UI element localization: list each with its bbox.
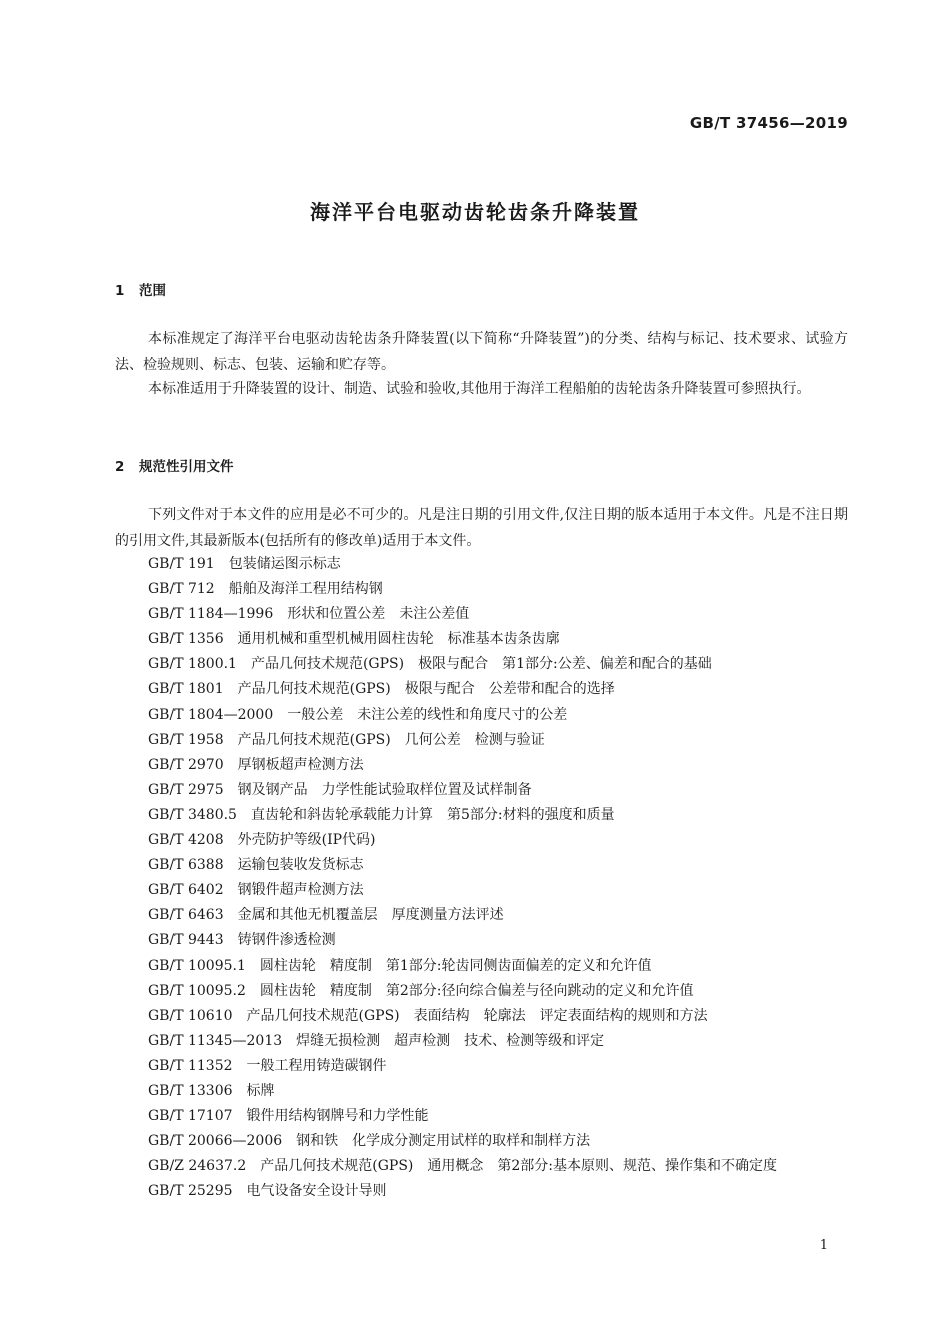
scope-paragraph-1: 本标准规定了海洋平台电驱动齿轮齿条升降装置(以下简称“升降装置”)的分类、结构与标记、技术要求、试验方法、检验规则、标志、包装、运输和贮存等。 [115,331,848,373]
reference-title: 钢及钢产品 力学性能试验取样位置及试样制备 [237,781,532,798]
reference-title: 船舶及海洋工程用结构钢 [228,581,383,598]
reference-title: 电气设备安全设计导则 [246,1183,387,1200]
reference-title: 铸钢件渗透检测 [237,932,336,949]
page-number: 1 [819,1238,828,1253]
reference-item [115,778,848,803]
reference-title: 厚钢板超声检测方法 [237,756,364,773]
reference-code: GB/T 191 [148,556,215,572]
reference-code: GB/T 1804—2000 [148,706,274,723]
reference-title: 通用机械和重型机械用圆柱齿轮 标准基本齿条齿廓 [237,631,560,648]
reference-item [115,928,848,953]
reference-title: 产品几何技术规范(GPS) 几何公差 检测与验证 [237,731,545,748]
reference-title: 包装储运图示标志 [228,556,341,572]
reference-title: 圆柱齿轮 精度制 第1部分:轮齿同侧齿面偏差的定义和允许值 [259,957,652,974]
reference-title: 运输包装收发货标志 [237,857,364,874]
reference-item [115,828,848,853]
reference-code: GB/T 6402 [148,882,224,899]
reference-title: 钢和铁 化学成分测定用试样的取样和制样方法 [296,1133,591,1150]
reference-item [115,803,848,828]
reference-item [115,602,848,627]
reference-code: GB/T 4208 [148,832,224,849]
reference-code: GB/T 9443 [148,932,224,949]
reference-item [115,1154,848,1179]
reference-title: 圆柱齿轮 精度制 第2部分:径向综合偏差与径向跳动的定义和允许值 [259,982,694,999]
reference-title: 金属和其他无机覆盖层 厚度测量方法评述 [237,907,504,924]
reference-code: GB/Z 24637.2 [148,1158,247,1175]
reference-code: GB/T 3480.5 [148,806,237,823]
reference-item [115,728,848,753]
scope-paragraph-2: 本标准适用于升降装置的设计、制造、试验和验收,其他用于海洋工程船舶的齿轮齿条升降装置可参照执行。 [148,381,811,397]
reference-code: GB/T 17107 [148,1108,233,1125]
reference-code: GB/T 20066—2006 [148,1133,283,1150]
section-2-heading [115,455,234,475]
reference-title: 一般公差 未注公差的线性和角度尺寸的公差 [287,706,568,723]
reference-item [115,753,848,778]
reference-title: 锻件用结构钢牌号和力学性能 [246,1108,429,1125]
reference-item [115,552,848,577]
section-heading-text: 规范性引用文件 [139,459,234,475]
reference-code: GB/T 10095.2 [148,982,246,999]
normative-reference-list [115,552,848,1204]
reference-code: GB/T 10095.1 [148,957,246,974]
reference-item [115,1029,848,1054]
reference-title: 焊缝无损检测 超声检测 技术、检测等级和评定 [296,1032,605,1049]
reference-title: 产品几何技术规范(GPS) 极限与配合 第1部分:公差、偏差和配合的基础 [250,656,712,673]
section-number: 2 [115,459,125,475]
section-number: 1 [115,283,125,299]
reference-item [115,627,848,652]
reference-title: 形状和位置公差 未注公差值 [287,606,470,623]
reference-title: 直齿轮和斜齿轮承载能力计算 第5部分:材料的强度和质量 [250,806,615,823]
reference-title: 一般工程用铸造碳钢件 [246,1057,387,1074]
reference-item [115,954,848,979]
reference-code: GB/T 2975 [148,781,224,798]
reference-code: GB/T 1356 [148,631,224,648]
reference-code: GB/T 1800.1 [148,656,237,673]
reference-code: GB/T 10610 [148,1007,233,1024]
reference-item [115,1179,848,1204]
reference-title: 外壳防护等级(IP代码) [237,832,376,849]
reference-item [115,1104,848,1129]
reference-item [115,979,848,1004]
reference-code: GB/T 1958 [148,731,224,748]
reference-code: GB/T 6463 [148,907,224,924]
reference-title: 产品几何技术规范(GPS) 极限与配合 公差带和配合的选择 [237,681,615,698]
reference-code: GB/T 1801 [148,681,224,698]
reference-title: 产品几何技术规范(GPS) 表面结构 轮廓法 评定表面结构的规则和方法 [246,1007,708,1024]
reference-item [115,878,848,903]
document-title: 海洋平台电驱动齿轮齿条升降装置 [310,200,640,224]
reference-item [115,1054,848,1079]
reference-item [115,1129,848,1154]
reference-code: GB/T 11345—2013 [148,1032,283,1049]
reference-code: GB/T 11352 [148,1057,233,1074]
reference-title: 钢锻件超声检测方法 [237,882,364,899]
reference-code: GB/T 13306 [148,1082,233,1099]
reference-item [115,652,848,677]
reference-item [115,853,848,878]
section-heading-text: 范围 [139,283,166,299]
reference-item [115,1079,848,1104]
reference-item [115,677,848,702]
reference-code: GB/T 1184—1996 [148,606,274,623]
standard-code: GB/T 37456—2019 [689,114,848,132]
reference-item [115,577,848,602]
reference-item [115,703,848,728]
reference-code: GB/T 2970 [148,756,224,773]
section-1-heading [115,279,166,299]
references-intro-paragraph: 下列文件对于本文件的应用是必不可少的。凡是注日期的引用文件,仅注日期的版本适用于本文件。凡是不注日期的引用文件,其最新版本(包括所有的修改单)适用于本文件。 [115,507,848,549]
reference-code: GB/T 25295 [148,1183,233,1200]
reference-item [115,903,848,928]
reference-title: 标牌 [246,1082,275,1099]
reference-code: GB/T 6388 [148,857,224,874]
reference-title: 产品几何技术规范(GPS) 通用概念 第2部分:基本原则、规范、操作集和不确定度 [260,1158,778,1175]
reference-item [115,1004,848,1029]
reference-code: GB/T 712 [148,581,215,598]
